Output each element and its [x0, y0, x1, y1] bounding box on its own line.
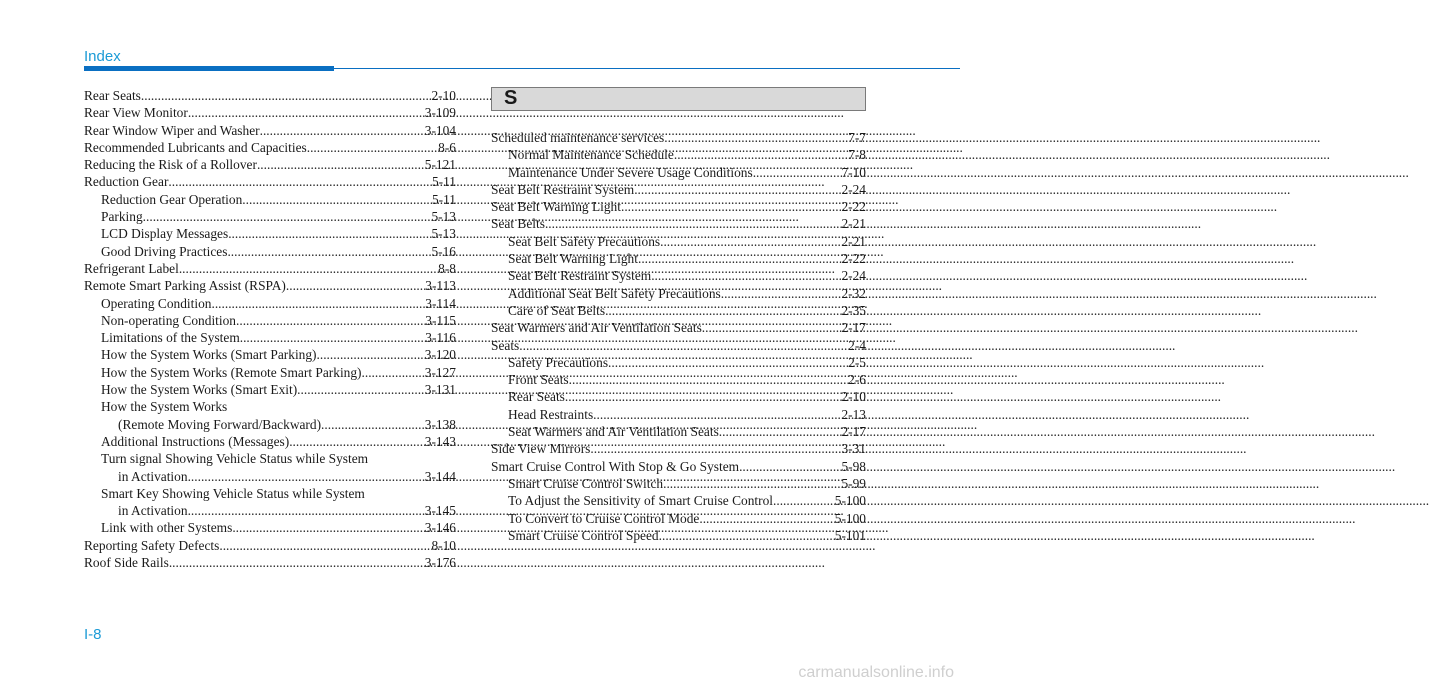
index-entry — [84, 381, 456, 398]
index-entry-page: 3-176 — [424, 555, 456, 571]
leader-dots — [179, 260, 438, 277]
index-entry-page: 3-146 — [424, 520, 456, 536]
leader-dots — [232, 519, 424, 536]
index-entry — [491, 475, 866, 492]
index-entry-page: 3-114 — [425, 295, 456, 311]
index-entry-label: Reduction Gear — [84, 174, 169, 190]
index-entry-page: 5-16 — [431, 243, 456, 259]
leader-dots — [721, 285, 842, 302]
index-entry-page: 3-120 — [424, 347, 456, 363]
leader-dots — [317, 346, 425, 363]
leader-dots — [545, 215, 842, 232]
leader-dots — [621, 198, 841, 215]
index-entry-label: Seat Belt Warning Light — [491, 199, 621, 215]
index-entry-page: 3-138 — [424, 416, 456, 432]
index-header-title: Index — [84, 48, 121, 65]
index-entry — [84, 225, 456, 242]
index-entry-label: Seat Warmers and Air Ventilation Seats — [491, 320, 702, 336]
index-entry-page: 3-104 — [424, 122, 456, 138]
leader-dots — [719, 423, 842, 440]
index-entry-page: 2-5 — [848, 354, 866, 370]
index-entry-label: Parking — [101, 209, 143, 225]
index-entry — [84, 554, 456, 571]
leader-dots — [307, 139, 438, 156]
index-entry-label: Reduction Gear Operation — [101, 191, 243, 207]
index-entry-page: 5-11 — [431, 191, 456, 207]
leader-dots — [608, 354, 848, 371]
index-column-right — [491, 129, 866, 544]
index-entry-page: 3-143 — [424, 433, 456, 449]
index-entry-label: Limitations of the System — [101, 330, 240, 346]
leader-dots — [297, 381, 425, 398]
index-entry — [491, 181, 866, 198]
index-entry — [84, 277, 456, 294]
index-entry-label: Maintenance Under Severe Usage Conditions — [508, 164, 753, 180]
leader-dots — [321, 416, 425, 433]
index-entry-page: 3-144 — [424, 468, 456, 484]
index-entry — [84, 450, 456, 467]
leader-dots — [143, 208, 432, 225]
index-entry-page: 3-131 — [424, 382, 456, 398]
index-entry-label: To Convert to Cruise Control Mode — [508, 510, 700, 526]
index-entry-page: 5-99 — [841, 475, 866, 491]
index-entry-page: 5-100 — [834, 493, 866, 509]
index-entry — [84, 537, 456, 554]
leader-dots — [141, 87, 432, 104]
index-entry — [84, 139, 456, 156]
index-entry-page: 3-113 — [425, 278, 456, 294]
index-entry-page: 5-13 — [431, 209, 456, 225]
index-entry — [84, 173, 456, 190]
index-entry — [84, 502, 456, 519]
index-entry — [84, 433, 456, 450]
index-entry — [84, 364, 456, 381]
index-entry-label: Rear View Monitor — [84, 105, 188, 121]
index-entry-page: 3-115 — [425, 312, 456, 328]
index-entry-page: 2-10 — [431, 88, 456, 103]
leader-dots — [219, 537, 431, 554]
index-entry-label: Non-operating Condition — [101, 312, 237, 328]
index-entry-page: 7-7 — [848, 130, 866, 145]
index-entry-label: Safety Precautions — [508, 354, 609, 370]
index-entry — [491, 510, 866, 527]
index-entry — [491, 267, 866, 284]
index-entry-page: 2-21 — [841, 216, 866, 232]
index-entry — [491, 440, 866, 457]
index-entry-page: 2-35 — [841, 302, 866, 318]
index-entry — [84, 485, 456, 502]
index-entry — [491, 319, 866, 336]
index-entry-label: Head Restraints — [508, 406, 594, 422]
index-entry-page: 5-121 — [424, 157, 456, 173]
leader-dots — [605, 302, 841, 319]
leader-dots — [289, 433, 425, 450]
index-entry-label: Roof Side Rails — [84, 555, 169, 571]
index-entry — [491, 371, 866, 388]
index-entry — [491, 492, 866, 509]
index-entry-page: 2-17 — [841, 320, 866, 336]
page-number: I-8 — [84, 626, 102, 643]
index-entry-page: 3-127 — [424, 364, 456, 380]
index-entry-page: 2-24 — [841, 181, 866, 197]
index-entry — [491, 250, 866, 267]
index-entry — [491, 146, 866, 163]
index-entry-page: 8-10 — [431, 537, 456, 553]
leader-dots — [702, 319, 842, 336]
index-entry — [84, 260, 456, 277]
index-entry — [84, 156, 456, 173]
index-entry-label: (Remote Moving Forward/Backward) — [118, 416, 322, 432]
index-entry-label: Normal Maintenance Schedule — [508, 147, 674, 163]
index-entry-label: Front Seats — [508, 372, 569, 388]
index-entry-label: Seat Warmers and Air Ventilation Seats — [508, 424, 719, 440]
index-entry-label: Recommended Lubricants and Capacities — [84, 139, 307, 155]
index-entry — [491, 302, 866, 319]
leader-dots — [664, 129, 848, 146]
index-entry-page: 2-21 — [841, 233, 866, 249]
index-entry — [491, 337, 866, 354]
leader-dots — [211, 295, 425, 312]
index-entry-page: 3-116 — [425, 330, 456, 346]
index-column-left — [84, 87, 456, 571]
index-entry — [491, 406, 866, 423]
leader-dots — [660, 233, 841, 250]
index-entry — [84, 519, 456, 536]
index-entry — [491, 285, 866, 302]
index-entry — [84, 191, 456, 208]
index-entry — [491, 423, 866, 440]
index-entry-label: Turn signal Showing Vehicle Status while System — [101, 451, 369, 467]
index-entry-page: 5-13 — [431, 226, 456, 242]
leader-dots — [638, 250, 841, 267]
leader-dots — [590, 440, 841, 457]
leader-dots — [188, 104, 425, 121]
index-entry — [84, 122, 456, 139]
index-entry — [491, 215, 866, 232]
index-entry — [491, 458, 866, 475]
index-entry-label: Rear Seats — [508, 389, 565, 405]
index-entry-label: Smart Key Showing Vehicle Status while System — [101, 485, 365, 501]
leader-dots — [634, 181, 841, 198]
index-entry — [84, 398, 456, 415]
leader-dots — [773, 492, 835, 509]
index-entry-label: Reducing the Risk of a Rollover — [84, 157, 257, 173]
watermark: carmanualsonline.info — [798, 664, 954, 681]
index-entry-label: Reporting Safety Defects — [84, 537, 220, 553]
index-entry — [84, 295, 456, 312]
leader-dots — [593, 406, 841, 423]
index-entry-label: How the System Works — [101, 399, 228, 415]
index-entry — [84, 346, 456, 363]
index-entry — [84, 312, 456, 329]
index-entry-label: Seat Belt Restraint System — [491, 181, 635, 197]
index-entry-label: Remote Smart Parking Assist (RSPA) — [84, 278, 286, 294]
index-entry-label: How the System Works (Smart Parking) — [101, 347, 317, 363]
index-entry-page: 3-145 — [424, 503, 456, 519]
index-entry-label: in Activation — [118, 468, 188, 484]
index-entry — [84, 329, 456, 346]
index-entry — [84, 87, 456, 104]
header-rule-thick — [84, 66, 334, 71]
index-entry — [491, 129, 866, 146]
index-entry-page: 7-10 — [841, 164, 866, 180]
index-entry-page: 2-10 — [841, 389, 866, 405]
index-entry-label: Rear Seats — [84, 88, 141, 103]
index-entry-label: To Adjust the Sensitivity of Smart Cruise Control — [508, 493, 774, 509]
index-entry-page: 2-4 — [848, 337, 866, 353]
index-entry — [84, 208, 456, 225]
index-entry-page: 3-31 — [841, 441, 866, 457]
leader-dots — [227, 243, 431, 260]
leader-dots — [651, 267, 841, 284]
leader-dots — [169, 554, 425, 571]
leader-dots — [739, 458, 841, 475]
index-entry — [491, 354, 866, 371]
leader-dots — [236, 312, 425, 329]
index-entry-page: 2-17 — [841, 424, 866, 440]
leader-dots — [168, 173, 432, 190]
index-entry-page: 2-6 — [848, 372, 866, 388]
header-rule-thin — [334, 68, 960, 69]
index-entry-page: 8-6 — [438, 139, 456, 155]
index-entry-page: 2-32 — [841, 285, 866, 301]
index-entry-page: 5-11 — [431, 174, 456, 190]
index-entry — [491, 527, 866, 544]
index-entry-page: 7-8 — [848, 147, 866, 163]
index-entry-label: Operating Condition — [101, 295, 212, 311]
leader-dots — [519, 337, 848, 354]
index-entry-label: Rear Window Wiper and Washer — [84, 122, 260, 138]
leader-dots — [753, 164, 842, 181]
leader-dots — [699, 510, 834, 527]
index-entry-page: 5-101 — [834, 527, 866, 543]
index-entry-label: Care of Seat Belts — [508, 302, 606, 318]
leader-dots — [240, 329, 426, 346]
index-entry-label: Seat Belt Restraint System — [508, 268, 652, 284]
index-entry-page: 2-13 — [841, 406, 866, 422]
section-letter-box — [491, 87, 866, 111]
index-entry-label: Seats — [491, 337, 520, 353]
leader-dots — [362, 364, 425, 381]
index-entry-label: Smart Cruise Control With Stop & Go System — [491, 458, 740, 474]
index-entry-page: 2-22 — [841, 251, 866, 267]
index-entry-label: How the System Works (Smart Exit) — [101, 382, 298, 398]
index-entry — [84, 104, 456, 121]
index-entry-label: Seat Belt Safety Precautions — [508, 233, 661, 249]
index-entry-label: How the System Works (Remote Smart Parking) — [101, 364, 362, 380]
index-entry — [491, 198, 866, 215]
index-entry-page: 5-98 — [841, 458, 866, 474]
leader-dots — [188, 468, 425, 485]
index-entry-page: 2-24 — [841, 268, 866, 284]
leader-dots — [228, 225, 431, 242]
index-entry — [84, 243, 456, 260]
index-entry-label: LCD Display Messages — [101, 226, 229, 242]
index-entry-label: Scheduled maintenance services — [491, 130, 665, 145]
index-entry — [491, 164, 866, 181]
index-entry-label: Smart Cruise Control Switch — [508, 475, 664, 491]
index-entry-page: 3-109 — [424, 105, 456, 121]
index-entry-label: Side View Mirrors — [491, 441, 591, 457]
section-letter: S — [504, 87, 518, 109]
index-entry-label: Refrigerant Label — [84, 260, 179, 276]
index-entry — [84, 468, 456, 485]
index-entry-label: Smart Cruise Control Speed — [508, 527, 659, 543]
leader-dots — [260, 122, 425, 139]
index-entry-page: 8-8 — [438, 260, 456, 276]
leader-dots — [674, 146, 848, 163]
leader-dots — [565, 388, 842, 405]
index-entry-label: Additional Seat Belt Safety Precautions — [508, 285, 721, 301]
index-entry — [491, 388, 866, 405]
index-entry-label: in Activation — [118, 503, 188, 519]
leader-dots — [188, 502, 425, 519]
leader-dots — [257, 156, 425, 173]
index-entry — [491, 233, 866, 250]
index-entry-page: 5-100 — [834, 510, 866, 526]
index-entry-label: Seat Belts — [491, 216, 545, 232]
index-entry-label: Additional Instructions (Messages) — [101, 433, 290, 449]
index-entry-label: Good Driving Practices — [101, 243, 228, 259]
leader-dots — [663, 475, 841, 492]
index-entry-label: Seat Belt Warning Light — [508, 251, 638, 267]
leader-dots — [659, 527, 835, 544]
index-entry — [84, 416, 456, 433]
index-entry-label: Link with other Systems — [101, 520, 233, 536]
leader-dots — [242, 191, 432, 208]
leader-dots — [286, 277, 425, 294]
leader-dots — [569, 371, 849, 388]
index-entry-page: 2-22 — [841, 199, 866, 215]
